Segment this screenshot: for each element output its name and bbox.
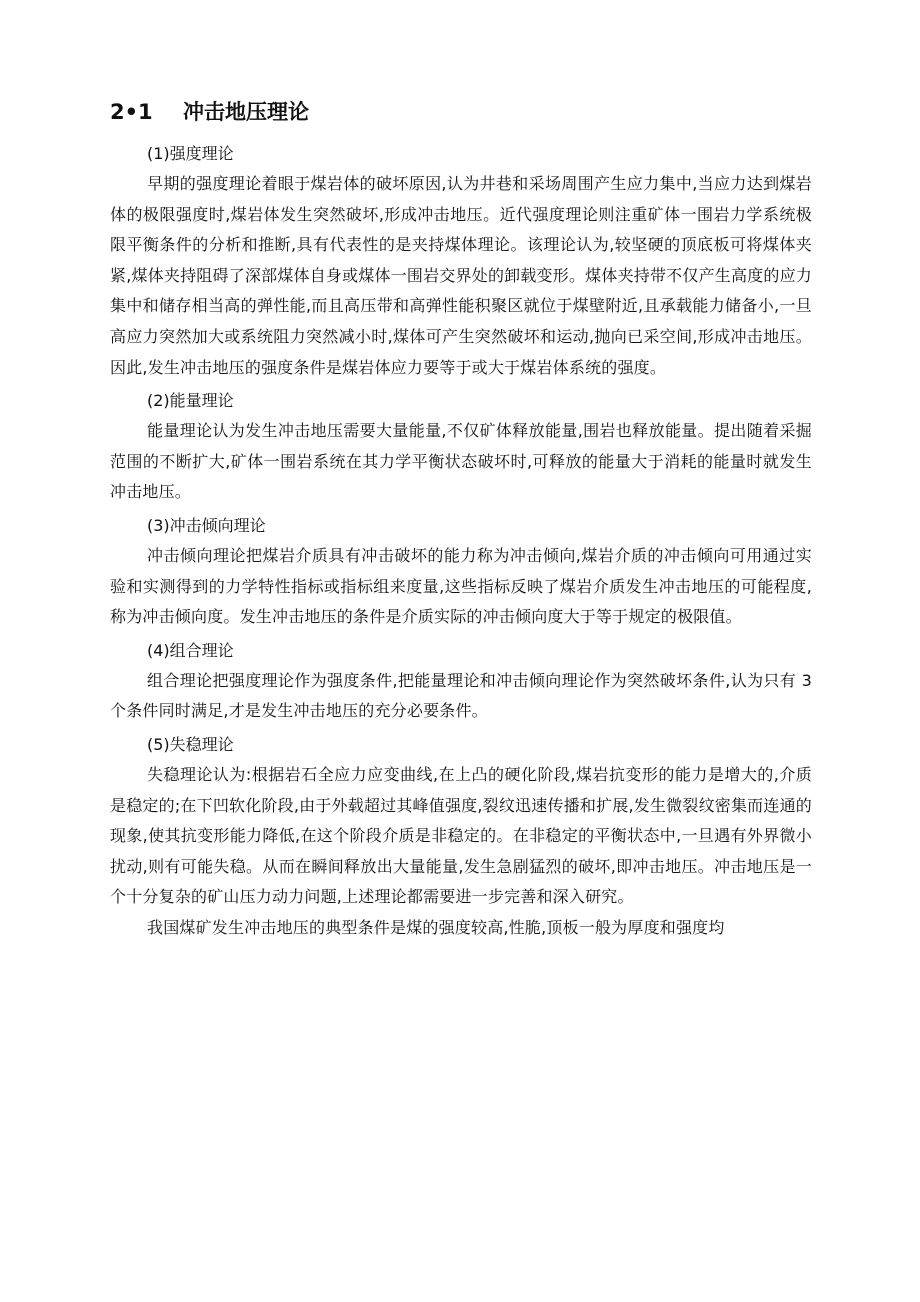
section-heading — [110, 96, 812, 128]
document-body — [110, 96, 812, 943]
subheading-combined-theory: (4)组合理论 — [147, 640, 234, 660]
section-number: 2•1 — [110, 100, 153, 124]
paragraph-strength-theory: 早期的强度理论着眼于煤岩体的破坏原因,认为井巷和采场周围产生应力集中,当应力达到煤岩体的极限强度时,煤岩体发生突然破坏,形成冲击地压。近代强度理论则注重矿体一围岩力学系统极限平衡条件的分析和推断,具有代表性的是夹持煤体理论。该理论认为,较坚硬的顶底板可将煤体夹紧,煤体夹持阻碍了深部煤体自身或煤体一围岩交界处的卸载变形。煤体夹持带不仅产生高度的应力集中和储存相当高的弹性能,而且高压带和高弹性能积聚区就位于煤壁附近,且承载能力储备小,一旦高应力突然加大或系统阻力突然减小时,煤体可产生突然破坏和运动,抛向已采空间,形成冲击地压。因此,发生冲击地压的强度条件是煤岩体应力要等于或大于煤岩体系统的强度。 — [110, 174, 812, 377]
subheading-strength-theory: (1)强度理论 — [147, 144, 234, 163]
subheading-energy-theory: (2)能量理论 — [147, 391, 234, 411]
paragraph-instability-theory: 失稳理论认为:根据岩石全应力应变曲线,在上凸的硬化阶段,煤岩抗变形的能力是增大的,介质是稳定的;在下凹软化阶段,由于外载超过其峰值强度,裂纹迅速传播和扩展,发生微裂纹密集而连通的现象,使其抗变形能力降低,在这个阶段介质是非稳定的。在非稳定的平衡状态中,一旦遇有外界微小扰动,则有可能失稳。从而在瞬间释放出大量能量,发生急剧猛烈的破坏,即冲击地压。冲击地压是一个十分复杂的矿山压力动力问题,上述理论都需要进一步完善和深入研究。 — [110, 764, 812, 907]
subheading-burst-tendency-theory: (3)冲击倾向理论 — [147, 515, 266, 535]
subheading-instability-theory: (5)失稳理论 — [147, 734, 234, 754]
paragraph-typical-conditions: 我国煤矿发生冲击地压的典型条件是煤的强度较高,性脆,顶板一般为厚度和强度均 — [147, 917, 725, 937]
section-title: 冲击地压理论 — [183, 100, 309, 124]
paragraph-burst-tendency-theory: 冲击倾向理论把煤岩介质具有冲击破坏的能力称为冲击倾向,煤岩介质的冲击倾向可用通过实验和实测得到的力学特性指标或指标组来度量,这些指标反映了煤岩介质发生冲击地压的可能程度,称为冲击倾向度。发生冲击地压的条件是介质实际的冲击倾向度大于等于规定的极限值。 — [110, 545, 812, 627]
paragraph-energy-theory: 能量理论认为发生冲击地压需要大量能量,不仅矿体释放能量,围岩也释放能量。提出随着采掘范围的不断扩大,矿体一围岩系统在其力学平衡状态破坏时,可释放的能量大于消耗的能量时就发生冲击地压。 — [110, 421, 812, 502]
paragraph-combined-theory: 组合理论把强度理论作为强度条件,把能量理论和冲击倾向理论作为突然破坏条件,认为只有 3 个条件同时满足,才是发生冲击地压的充分必要条件。 — [110, 670, 812, 721]
